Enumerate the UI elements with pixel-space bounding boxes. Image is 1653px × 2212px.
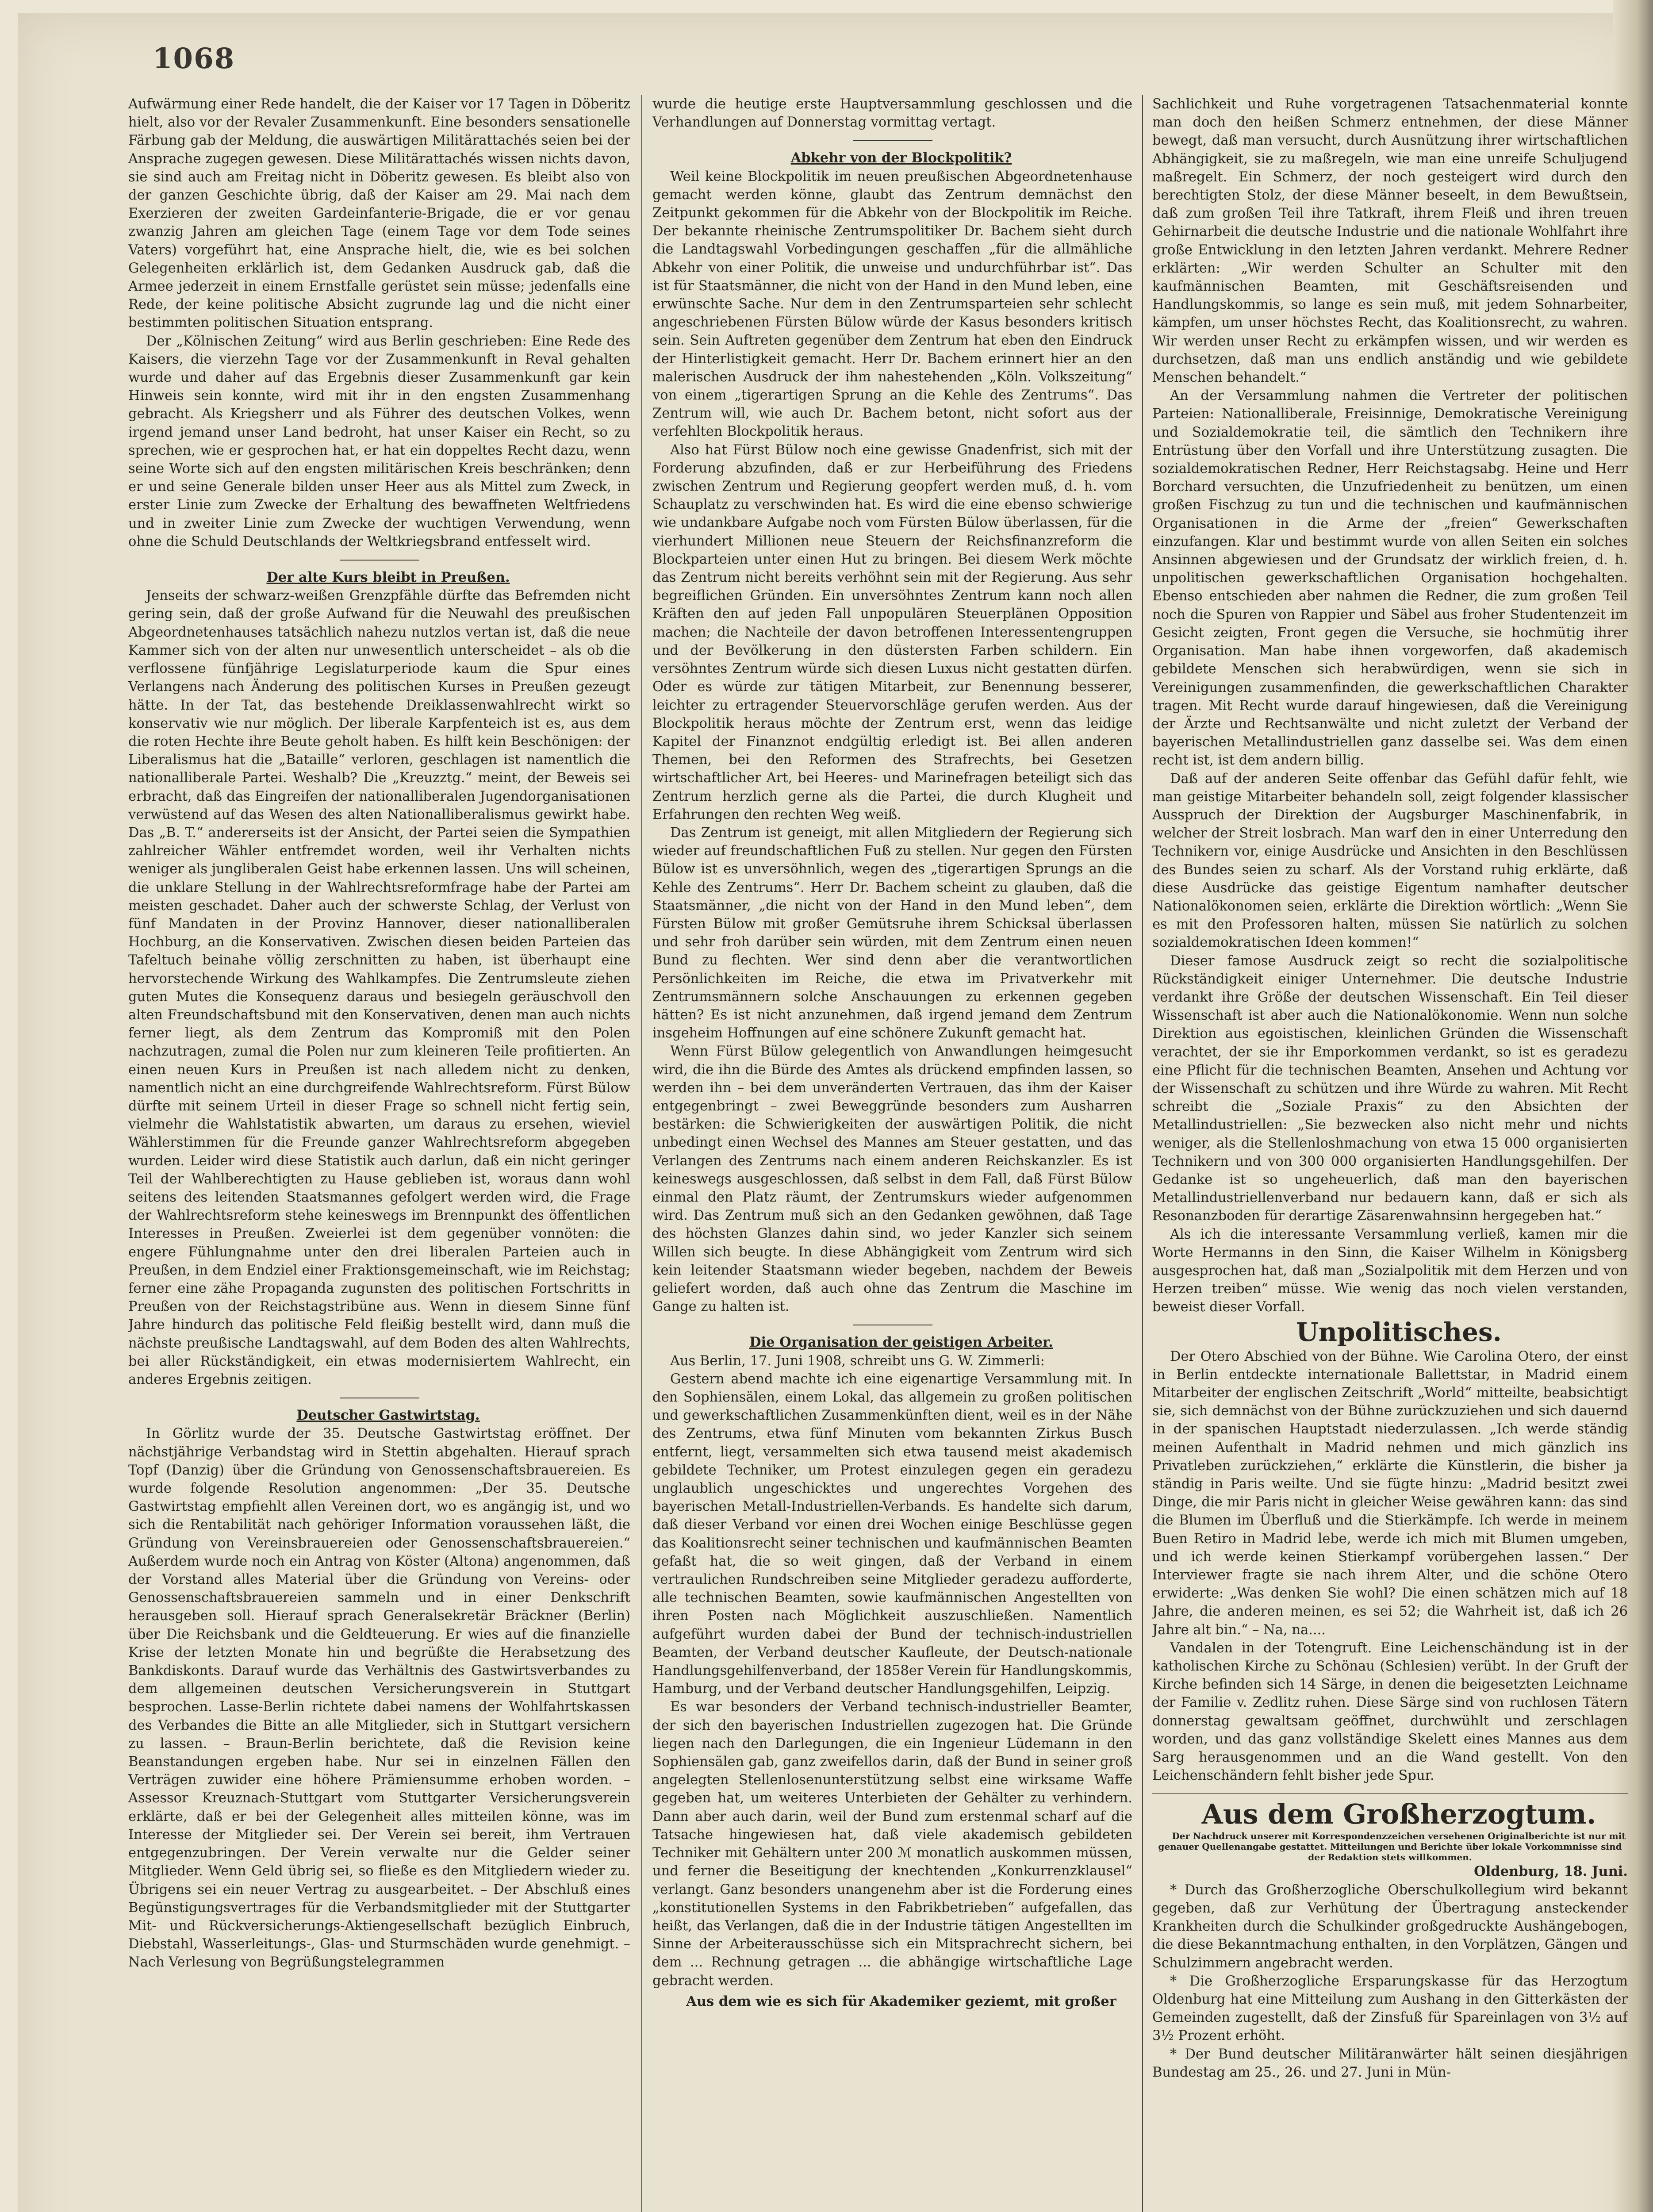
column-rule	[641, 95, 642, 2212]
paragraph: Dieser famose Ausdruck zeigt so recht die sozialpolitische Rückständigkeit einiger Unternehmer. Die deutsche Industrie verdankt ihre Größe der deutschen Wissenschaft. Ein Teil dieser Wissenschaft ist aber auch die Nationalökonomie. Wenn nun solche Direktion aus egoistischen, kleinlichen Gründen die Wissenschaft verachtet, der sie ihr Emporkommen verdankt, so ist es geradezu eine Pflicht für die technischen Beamten, Ansehen und Achtung vor der Wissenschaft zu schützen und ihre Würde zu wahren. Mit Recht schreibt die „Soziale Praxis“ zu den Absichten der Metallindustriellen: „Sie bezwecken also nicht mehr und nichts weniger, als die Stellenloshmachung von etwa 15 000 organisierten Technikern und von 300 000 organisierten Handlungsgehilfen. Der Gedanke ist so ungeheuerlich, daß man den bayerischen Metallindustriellenverband nur bedauern kann, daß er sich als Resonanzboden für derartige Zäsarenwahnsinn hergegeben hat.“	[1152, 953, 1628, 1224]
paragraph: * Der Bund deutscher Militäranwärter hält seinen diesjährigen Bundestag am 25., 26. und 27. Juni in Mün-	[1152, 2046, 1628, 2080]
paragraph: Als ich die interessante Versammlung verließ, kamen mir die Worte Hermanns in den Sinn, die Kaiser Wilhelm in Königsberg ausgesprochen hat, daß man „Sozialpolitik mit dem Herzen und von Herzen treiben“ müsse. Wie wenig das noch vielen verstanden, beweist dieser Vorfall.	[1152, 1226, 1628, 1315]
page-number: 1068	[153, 42, 235, 75]
paragraph: * Die Großherzogliche Ersparungskasse für das Herzogtum Oldenburg hat eine Mitteilung zum Aushang in den Gitterkästen der Gemeinden zugestellt, daß der Zinsfuß für Spareinlagen von 3½ auf 3½ Prozent erhöht.	[1152, 1973, 1628, 2044]
paragraph: Weil keine Blockpolitik im neuen preußischen Abgeordnetenhause gemacht werden könne, glaubt das Zentrum demnächst den Zeitpunkt gekommen für die Abkehr von der Blockpolitik im Reiche. Der bekannte rheinische Zentrumspolitiker Dr. Bachem sieht durch die Landtagswahl Vorbedingungen geschaffen „für die allmähliche Abkehr von einer Politik, die unweise und undurchführbar ist“. Das ist für Staatsmänner, die nicht von der Hand in den Mund leben, eine erwünschte Sache. Nur dem in den Zentrumsparteien sehr schlecht angeschriebenen Fürsten Bülow würde der Kasus besonders kritisch sein. Sein Auftreten gegenüber dem Zentrum hat eben den Eindruck der Hinterlistigkeit gemacht. Herr Dr. Bachem erinnert hier an den malerischen Ausdruck der ihm nahestehenden „Köln. Volkszeitung“ von einem „tigerartigen Sprung an die Kehle des Zentrums“. Das Zentrum will, wie auch Dr. Bachem betont, nicht sofort aus der verfehlten Blockpolitik heraus.	[652, 169, 1132, 440]
paragraph: Der „Kölnischen Zeitung“ wird aus Berlin geschrieben: Eine Rede des Kaisers, die vierzehn Tage vor der Zusammenkunft in Reval gehalten wurde und daher auf das Ergebnis dieser Zusammenkunft gar kein Hinweis sein konnte, wird mit ihr in den engsten Zusammenhang gebracht. Als Kriegsherr und als Führer des deutschen Volkes, wenn irgend jemand unser Land bedroht, hat unser Kaiser ein Recht, so zu sprechen, wie er gesprochen hat, er hat ein doppeltes Recht dazu, wenn seine Worte sich auf den engsten militärischen Kreis beschränken; denn er und seine Generale bilden unser Heer aus als Mittel zum Zweck, in erster Linie zum Zwecke der Erhaltung des bewaffneten Weltfriedens und in zweiter Linie zum Zwecke der wuchtigen Verwendung, wenn ohne die Schuld Deutschlands der Weltkriegsbrand entfesselt wird.	[128, 333, 630, 549]
column-rule	[1142, 95, 1143, 2212]
section-heading: Deutscher Gastwirtstag.	[296, 1407, 480, 1424]
paragraph: Das Zentrum ist geneigt, mit allen Mitgliedern der Regierung sich wieder auf freundschaftlichen Fuß zu stellen. Nur gegen den Fürsten Bülow ist es unversöhnlich, wegen des „tigerartigen Sprungs an die Kehle des Zentrums“. Herr Dr. Bachem scheint zu glauben, daß die Staatsmänner, „die nicht von der Hand in den Mund leben“, dem Fürsten Bülow mit großer Gemütsruhe ihrem Schicksal überlassen und sehr froh darüber sein würden, mit dem Zentrum einen neuen Bund zu flechten. Wer sind denn aber die verantwortlichen Persönlichkeiten im Reiche, die etwa im Privatverkehr mit Zentrumsmännern solche Anschauungen zu erkennen gegeben hätten? Es ist nicht anzunehmen, daß irgend jemand dem Zentrum insgeheim Hoffnungen auf eine schönere Zukunft gemacht hat.	[652, 825, 1132, 1041]
paragraph: Wenn Fürst Bülow gelegentlich von Anwandlungen heimgesucht wird, die ihn die Bürde des Amtes als drückend empfinden lassen, so werden ihn – bei dem unveränderten Vertrauen, das ihm der Kaiser entgegenbringt – zwei Beweggründe besonders zum Ausharren bestärken: die Schwierigkeiten der auswärtigen Politik, die nicht unbedingt einen Wechsel des Mannes am Steuer gestatten, und das Verlangen des Zentrums nach einem anderen Reichskanzler. Es ist keineswegs ausgeschlossen, daß selbst in dem Fall, daß Fürst Bülow einmal den Platz räumt, der Zentrumskurs wieder aufgenommen wird. Das Zentrum muß sich an den Gedanken gewöhnen, daß Tage des höchsten Glanzes dahin sind, wo jeder Kanzler sich seinem Willen sich beugte. In diese Abhängigkeit vom Zentrum wird sich kein leitender Staatsmann wieder begeben, nachdem der Beweis geliefert worden, daß auch ohne das Zentrum die Maschine im Gange zu halten ist.	[652, 1044, 1132, 1315]
paragraph: Sachlichkeit und Ruhe vorgetragenen Tatsachenmaterial konnte man doch den heißen Schmerz entnehmen, der diese Männer bewegt, daß man versucht, durch Ausnützung ihrer wirtschaftlichen Abhängigkeit, sie zu maßregeln, wie man eine unreife Schuljugend maßregelt. Ein Schmerz, der noch gesteigert wird durch den berechtigten Stolz, der diese Männer beseelt, in dem Bewußtsein, daß zum großen Teil ihre Tatkraft, ihrem Fleiß und ihren treuen Gehirnarbeit die deutsche Industrie und die nationale Wohlfahrt ihre große Entwicklung in den letzten Jahren verdankt. Mehrere Redner erklärten: „Wir werden Schulter an Schulter mit den kaufmännischen Beamten, mit Geschäftsreisenden und Handlungskommis, so lange es sein muß, mit jedem Sohnarbeiter, kämpfen, um unser höchstes Recht, das Koalitionsrecht, zu wahren. Wir werden unser Recht zu erkämpfen wissen, und wir werden es durchsetzen, daß man uns endlich anständig und wie gebildete Menschen behandelt.“	[1152, 96, 1628, 386]
paragraph: * Durch das Großherzogliche Oberschulkollegium wird bekannt gegeben, daß zur Verhütung der Übertragung ansteckender Krankheiten durch die Schulkinder großgedruckte Aushängebogen, die diese Bekanntmachung enthalten, in den Vorplätzen, Gängen und Schulzimmern angebracht werden.	[1152, 1882, 1628, 1971]
paragraph: Jenseits der schwarz-weißen Grenzpfähle dürfte das Befremden nicht gering sein, daß der große Aufwand für die Neuwahl des preußischen Abgeordnetenhauses tatsächlich nahezu nutzlos vertan ist, daß die neue Kammer sich von der alten nur unwesentlich unterscheidet – als ob die verflossene fünfjährige Legislaturperiode kaum die Spur eines Verlangens nach Änderung des politischen Kurses in Preußen gezeugt hätte. In der Tat, das bestehende Dreiklassenwahlrecht wirkt so konservativ wie nur möglich. Der liberale Karpfenteich ist es, aus dem die roten Hechte ihre Beute geholt haben. Es hilft kein Beschönigen: der Liberalismus hat die „Bataille“ verloren, geschlagen ist namentlich die nationalliberale Partei. Weshalb? Die „Kreuzztg.“ meint, der Beweis sei erbracht, daß das Eingreifen der nationalliberalen Jugendorganisationen verwüstend auf das Wesen des alten Nationalliberalismus gewirkt habe. Das „B. T.“ andererseits ist der Ansicht, der Partei seien die Sympathien zahlreicher Wähler entfremdet worden, weil ihr Verhalten nichts weniger als jungliberalen Geist habe erkennen lassen. Uns will scheinen, die unklare Stellung in der Wahlrechtsreformfrage habe der Partei am meisten geschadet. Daher auch der schwerste Schlag, der Verlust von fünf Mandaten in der Provinz Hannover, dieser nationalliberalen Hochburg, an die Konservativen. Zwischen diesen beiden Parteien das Tafeltuch beinahe völlig zerschnitten zu haben, ist überhaupt eine hervorstechende Wirkung des Wahlkampfes. Die Zentrumsleute ziehen guten Mutes die Konsequenz daraus und besiegeln geräuschvoll den alten Freundschaftsbund mit den Konservativen, denen man auch nichts ferner liegt, als dem Zentrum das Kompromiß mit den Polen nachzutragen, zumal die Polen nur zum kleineren Teile profitierten. An einen neuen Kurs in Preußen ist nach alledem nicht zu denken, namentlich nicht an eine durchgreifende Wahlrechtsreform. Fürst Bülow dürfte mit seinem Urteil in dieser Frage so schnell nicht fertig sein, vielmehr die Wahlstatistik abwarten, um daraus zu ersehen, wieviel Wählerstimmen für die Freunde ganzer Wahlrechtsreform abgegeben wurden. Leider wird diese Statistik auch darlun, daß ein nicht geringer Teil der Wahlberechtigten zu Hause geblieben ist, woraus dann wohl seitens des leitenden Staatsmannes gefolgert werden wird, die Frage der Wahlrechtsreform stehe keineswegs im Brennpunkt des öffentlichen Interesses in Preußen. Zweierlei ist dem gegenüber vonnöten: die engere Fühlungnahme unter den drei liberalen Parteien auch in Preußen, in dem Endziel einer Fraktionsgemeinschaft, wie im Reichstag; ferner eine zähe Propaganda zugunsten des politischen Fortschritts in Preußen von der Reichstagstribüne aus. Wenn in diesem Sinne fünf Jahre hindurch das politische Feld fleißig bestellt wird, dann muß die nächste preußische Landtagswahl, auf dem Boden des alten Wahlrechts, bei aller Rückständigkeit, ein etwas modernisiertem Wahlrecht, ein anderes Ergebnis zeitigen.	[128, 588, 630, 1388]
paragraph: Also hat Fürst Bülow noch eine gewisse Gnadenfrist, sich mit der Forderung abzufinden, daß er zur Herbeiführung des Friedens zwischen Zentrum und Regierung geopfert werden muß, d. h. vom Schauplatz zu verschwinden hat. Es wird die eine ebenso schwierige wie undankbare Aufgabe noch vom Fürsten Bülow überlassen, für die vierhundert Millionen neue Steuern der Reichsfinanzreform die Blockparteien unter einen Hut zu bringen. Bei diesem Werk möchte das Zentrum nicht bereits verhöhnt sein mit der Regierung. Aus sehr begreiflichen Gründen. Ein unversöhntes Zentrum kann noch allen Kräften den auf jeden Fall unpopulären Steuerplänen Opposition machen; die Nachteile der davon betroffenen Interessentengruppen und der Bevölkerung in den düstersten Farben schildern. Ein versöhntes Zentrum würde sich diesen Luxus nicht gestatten dürfen. Oder es würde zur tätigen Mitarbeit, zur Benennung besserer, leichter zu ertragender Steuervorschläge gerufen werden. Aus der Blockpolitik heraus möchte der Zentrum erst, wenn das leidige Kapitel der Finanznot endgültig erledigt ist. Bei allen anderen Themen, bei den Reformen des Strafrechts, bei Gesetzen wirtschaftlicher Art, bei Heeres- und Marinefragen beteiligt sich das Zentrum herzlich gerne als die Partei, die durch Klugheit und Erfahrungen den rechten Weg weiß.	[652, 442, 1132, 822]
section-heading: Die Organisation der geistigen Arbeiter.	[749, 1334, 1053, 1351]
section-heading: Abkehr von der Blockpolitik?	[790, 150, 1012, 166]
closing-line: Aus dem wie es sich für Akademiker geziemt, mit großer	[686, 1993, 1116, 2009]
dateline: Aus Berlin, 17. Juni 1908, schreibt uns G. W. Zimmerli:	[670, 1353, 1045, 1369]
column-2	[652, 95, 1132, 2212]
paragraph: Der Otero Abschied von der Bühne. Wie Carolina Otero, der einst in Berlin entdeckte internationale Ballettstar, in Madrid einem Mitarbeiter der englischen Zeitschrift „World“ mitteilte, beabsichtigt sie, sich demnächst von der Bühne zurückzuziehen und sich dauernd in der spanischen Hauptstadt niederzulassen. „Ich werde ständig meinen Aufenthalt in Madrid nehmen und mich gänzlich ins Privatleben zurückziehen,“ erklärte die Künstlerin, die bisher ja ständig in Paris weilte. Und sie fügte hinzu: „Madrid besitzt zwei Dinge, die mir Paris nicht in gleicher Weise gewähren kann: das sind die Blumen im Überfluß und die Stierkämpfe. Ich werde in meinem Buen Retiro in Madrid lebe, werde ich mich mit Blumen umgeben, und ich werde keinen Stierkampf vorübergehen lassen.“ Der Interviewer fragte sie nach ihrem Alter, und die schöne Otero erwiderte: „Was denken Sie wohl? Die einen schätzen mich auf 18 Jahre, die anderen meinen, es sei 52; die Wahrheit ist, daß ich 26 Jahre alt bin.“ – Na, na....	[1152, 1348, 1628, 1638]
column-1	[128, 95, 630, 2212]
paragraph: An der Versammlung nahmen die Vertreter der politischen Parteien: Nationalliberale, Freisinnige, Demokratische Vereinigung und Sozialdemokratie teil, die sämtlich den Technikern ihre Entrüstung über den Vorfall und ihre Unterstützung zusagten. Die sozialdemokratischen Redner, Herr Reichstagsabg. Heine und Herr Borchard versuchten, die Unzufriedenheit zu benützen, um einen großen Fischzug zu tun und die technischen und kaufmännischen Organisationen in die Arme der „freien“ Gewerkschaften einzufangen. Klar und bestimmt wurde von allen Seiten ein solches Ansinnen abgewiesen und der Grundsatz der wirklich freien, d. h. unpolitischen gewerkschaftlichen Organisation hochgehalten. Ebenso entschieden aber nahmen die Redner, die zum großen Teil noch die Spuren von Rappier und Säbel aus froher Studentenzeit im Gesicht zeigten, Front gegen die Versuche, sie hochmütig ihrer Organisation. Man habe ihnen vorgeworfen, daß akademisch gebildete Menschen sich herabwürdigen, wenn sie sich in Vereinigungen zusammenfinden, die gewerkschaftlichen Charakter tragen. Mit Recht wurde darauf hingewiesen, daß die Vereinigung der Ärzte und Rechtsanwälte und nicht zuletzt der Verband der bayerischen Metallindustriellen ganz dasselbe sei. Was dem einen recht ist, ist dem andern billig.	[1152, 388, 1628, 768]
paragraph: Vandalen in der Totengruft. Eine Leichenschändung ist in der katholischen Kirche zu Schönau (Schlesien) verübt. In der Gruft der Kirche befinden sich 14 Särge, in denen die beigesetzten Leichname der Familie v. Zedlitz ruhen. Diese Särge sind von ruchlosen Tätern donnerstag gewaltsam geöffnet, durchwühlt und zerschlagen worden, und das ganz vollständige Skelett eines Mannes aus dem Sarg herausgenommen und an die Wand gestellt. Von den Leichenschändern fehlt bisher jede Spur.	[1152, 1640, 1628, 1784]
divider	[340, 560, 419, 561]
paragraph: Daß auf der anderen Seite offenbar das Gefühl dafür fehlt, wie man geistige Mitarbeiter behandeln soll, zeigt folgender klassischer Ausspruch der Direktion der Augsburger Maschinenfabrik, in welcher der Streit losbrach. Man warf den in einer Unterredung den Technikern vor, einige Ausdrücke und Ansichten in den Beschlüssen des Bundes seien zu scharf. Als der Vorstand ruhig erklärte, daß diese Ausdrücke das geistige Eigentum namhafter deutscher Nationalökonomen seien, erklärte die Direktion wörtlich: „Wenn Sie es mit den Professoren halten, müssen Sie natürlich zu solchen sozialdemokratischen Ideen kommen!“	[1152, 771, 1628, 951]
reprint-notice: Der Nachdruck unserer mit Korrespondenzzeichen versehenen Originalberichte ist nur mit genauer Quellenangabe gestattet. Mitteilungen und Berichte über lokale Vorkommnisse sind der Redaktion stets willkommen.	[1158, 1831, 1626, 1863]
section-heading-grossherzogtum: Aus dem Großherzogtum.	[1201, 1798, 1596, 1831]
dateline: Oldenburg, 18. Juni.	[1474, 1863, 1628, 1880]
paragraph: Aufwärmung einer Rede handelt, die der Kaiser vor 17 Tagen in Döberitz hielt, also vor der Revaler Zusammenkunft. Eine besonders sensationelle Färbung gab der Meldung, die auswärtigen Militärattachés seien bei der Ansprache zugegen gewesen. Diese Militärattachés wissen nichts davon, sie sind auch am Freitag nicht in Döberitz gewesen. Es bleibt also von der ganzen Geschichte übrig, daß der Kaiser am 29. Mai nach dem Exerzieren der zweiten Gardeinfanterie-Brigade, die er vor genau zwanzig Jahren am gleichen Tage (einem Tage vor dem Tode seines Vaters) vorgeführt hat, eine Ansprache hielt, die, wie es bei solchen Gelegenheiten erklärlich ist, dem Gedanken Ausdruck gab, daß die Armee jederzeit in einem Ernstfalle gerüstet sein müsse; jedenfalls eine Rede, der keine politische Absicht zugrunde lag und die nicht einer bestimmten politischen Situation entsprang.	[128, 96, 630, 331]
column-3	[1152, 95, 1628, 2212]
paragraph: wurde die heutige erste Hauptversammlung geschlossen und die Verhandlungen auf Donnerstag vormittag vertagt.	[652, 96, 1132, 131]
section-heading-unpolitisches: Unpolitisches.	[1296, 1317, 1502, 1347]
divider	[853, 140, 932, 141]
regional-section	[1152, 1793, 1628, 2081]
section-heading: Der alte Kurs bleibt in Preußen.	[266, 569, 510, 586]
paragraph: Es war besonders der Verband technisch-industrieller Beamter, der sich den bayerischen Industriellen zugezogen hat. Die Gründe liegen nach den Darlegungen, die ein Ingenieur Lüdemann in den Sophiensälen gab, ganz zweifellos darin, daß der Bund in seiner groß angelegten Stellenlosenunterstützung selbst eine wirksame Waffe gegeben hat, um weiteres Unterbieten der Gehälter zu verhindern. Dann aber auch darin, weil der Bund zum erstenmal scharf auf die Tatsache hingewiesen hat, daß viele akademisch gebildeten Techniker mit Gehältern unter 200 ℳ monatlich auskommen müssen, und ferner die Beseitigung der knechtenden „Konkurrenzklausel“ verlangt. Ganz besonders unangenehm aber ist die Forderung eines „konstitutionellen Systems in den Fabrikbetrieben“ aufgefallen, das heißt, das Verlangen, daß die in der Industrie tätigen Angestellten im Sinne der Arbeiterausschüsse sich ein Mitsprachrecht sichern, bei dem ... Rechnung getragen ... die abhängige wirtschaftliche Lage gebracht werden.	[652, 1699, 1132, 1989]
paragraph: Gestern abend machte ich eine eigenartige Versammlung mit. In den Sophiensälen, einem Lokal, das allgemein zu großen politischen und gewerkschaftlichen Zusammenkünften dient, weil es in der Nähe des Zentrums, etwa fünf Minuten vom bekannten Zirkus Busch entfernt, liegt, versammelten sich etwa tausend meist akademisch gebildete Techniker, um Protest einzulegen gegen ein geradezu unglaublich ungeschicktes und ungerechtes Vorgehen des bayerischen Metall-Industriellen-Verbands. Es handelte sich darum, daß dieser Verband vor einen drei Wochen einige Beschlüsse gegen das Koalitionsrecht seiner technischen und kaufmännischen Beamten gefaßt hat, die so weit gingen, daß der Verband in einem vertraulichen Rundschreiben seine Mitglieder geradezu aufforderte, alle technischen Beamten, sowie kaufmännischen Angestellten von ihren Posten nach Möglichkeit auszuschließen. Namentlich aufgeführt wurden dabei der Bund der technisch-industriellen Beamten, der Verband deutscher Kaufleute, der Deutsch-nationale Handlungsgehilfenverband, der 1858er Verein für Handlungskommis, Hamburg, und der Verband deutscher Handlungsgehilfen, Leipzig.	[652, 1371, 1132, 1697]
paragraph: In Görlitz wurde der 35. Deutsche Gastwirtstag eröffnet. Der nächstjährige Verbandstag wird in Stettin abgehalten. Hierauf sprach Topf (Danzig) über die Gründung von Genossenschaftsbrauereien. Es wurde folgende Resolution angenommen: „Der 35. Deutsche Gastwirtstag empfiehlt allen Vereinen dort, wo es angängig ist, und wo sich die Rentabilität nach gehöriger Information voraussehen läßt, die Gründung von Vereinsbrauereien oder Genossenschaftsbrauereien.“ Außerdem wurde noch ein Antrag von Köster (Altona) angenommen, daß der Vorstand alles Material über die Gründung von Vereins- oder Genossenschaftsbrauereien sammeln und in einer Denkschrift herausgeben soll. Hierauf sprach Generalsekretär Bräckner (Berlin) über Die Reichsbank und die Geldteuerung. Er wies auf die finanzielle Krise der letzten Monate hin und begrüßte die Herabsetzung des Bankdiskonts. Darauf wurde das Verhältnis des Gastwirtsverbandes zu dem allgemeinen deutschen Versicherungsverein in Stuttgart besprochen. Lasse-Berlin richtete dabei namens der Wohlfahrtskassen des Verbandes die Bitte an alle Mitglieder, sich in Stuttgart versichern zu lassen. – Braun-Berlin berichtete, daß die Revision keine Beanstandungen ergeben habe. Nur sei in einzelnen Fällen den Verträgen zuwider eine höhere Prämiensumme erhoben worden. – Assessor Kreuznach-Stuttgart vom Stuttgarter Versicherungsverein erklärte, daß er bei der Gelegenheit alles mitteilen könne, was im Interesse der Mitglieder sei. Der Verein sei bereit, ihm Vertrauen entgegenzubringen. Der Verein verwalte nur die Gelder seiner Mitglieder. Wenn Geld übrig sei, so fließe es den Mitgliedern wieder zu. Übrigens sei ein neuer Vertrag zu ausgearbeitet. – Der Abschluß eines Begünstigungsvertrages für die Verbandsmitglieder mit der Stuttgarter Mit- und Rückversicherungs-Aktiengesellschaft bezüglich Einbruch, Diebstahl, Wasserleitungs-, Glas- und Sturmschäden wurde genehmigt. – Nach Verlesung von Begrüßungstelegrammen	[128, 1426, 630, 1970]
